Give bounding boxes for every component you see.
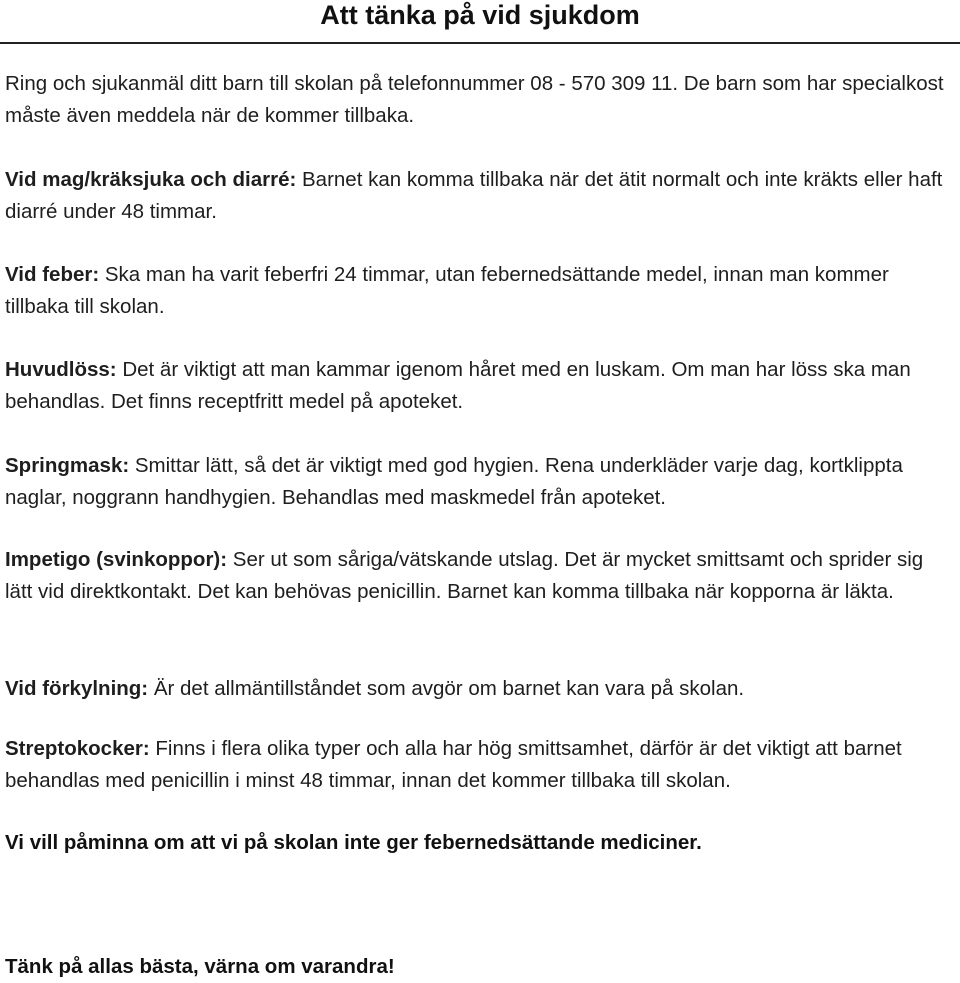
paragraph-cold <box>5 673 955 705</box>
paragraph-label: Vid förkylning: <box>5 677 149 700</box>
paragraph-text: Finns i flera olika typer och alla har hög smittsamhet, därför är det viktigt att barnet behandlas med penicillin i minst 48 timmar, innan det kommer tillbaka till skolan. <box>5 737 902 792</box>
paragraph-label: Springmask: <box>5 454 130 477</box>
paragraph-label: Vid feber: <box>5 263 100 286</box>
closing-text: Tänk på allas bästa, värna om varandra! <box>5 955 395 978</box>
paragraph-label: Impetigo (svinkoppor): <box>5 548 228 571</box>
paragraph-label: Huvudlöss: <box>5 358 117 381</box>
paragraph-text: Ser ut som såriga/vätskande utslag. Det är mycket smittsamt och sprider sig lätt vid direktkontakt. Det kan behövas penicillin. Barnet kan komma tillbaka när kopporna är läkta. <box>5 548 924 603</box>
paragraph-head-lice <box>5 354 955 418</box>
paragraph-text: Ska man ha varit feberfri 24 timmar, utan febernedsättande medel, innan man kommer tillbaka till skolan. <box>5 263 889 318</box>
paragraph-stomach-flu <box>5 164 955 228</box>
paragraph-text: Ring och sjukanmäl ditt barn till skolan på telefonnummer 08 - 570 309 11. De barn som har specialkost måste även meddela när de kommer tillbaka. <box>5 72 944 127</box>
page-title: Att tänka på vid sjukdom <box>320 0 640 30</box>
paragraph-strep <box>5 733 955 797</box>
paragraph-sick-report <box>5 68 955 132</box>
paragraph-text: Är det allmäntillståndet som avgör om barnet kan vara på skolan. <box>148 677 745 700</box>
reminder-text: Vi vill påminna om att vi på skolan inte ger febernedsättande mediciner. <box>5 831 702 854</box>
paragraph-label: Vid mag/kräksjuka och diarré: <box>5 168 297 191</box>
paragraph-text: Smittar lätt, så det är viktigt med god hygien. Rena underkläder varje dag, kortklippta naglar, noggrann handhygien. Behandlas med maskmedel från apoteket. <box>5 454 903 509</box>
paragraph-label: Streptokocker: <box>5 737 150 760</box>
paragraph-text: Det är viktigt att man kammar igenom håret med en luskam. Om man har löss ska man behandlas. Det finns receptfritt medel på apoteket. <box>5 358 911 413</box>
paragraph-text: Barnet kan komma tillbaka när det ätit normalt och inte kräkts eller haft diarré under 48 timmar. <box>5 168 943 223</box>
paragraph-pinworm <box>5 450 955 514</box>
paragraph-impetigo <box>5 544 955 608</box>
title-bar <box>0 0 960 44</box>
paragraph-fever <box>5 259 955 323</box>
